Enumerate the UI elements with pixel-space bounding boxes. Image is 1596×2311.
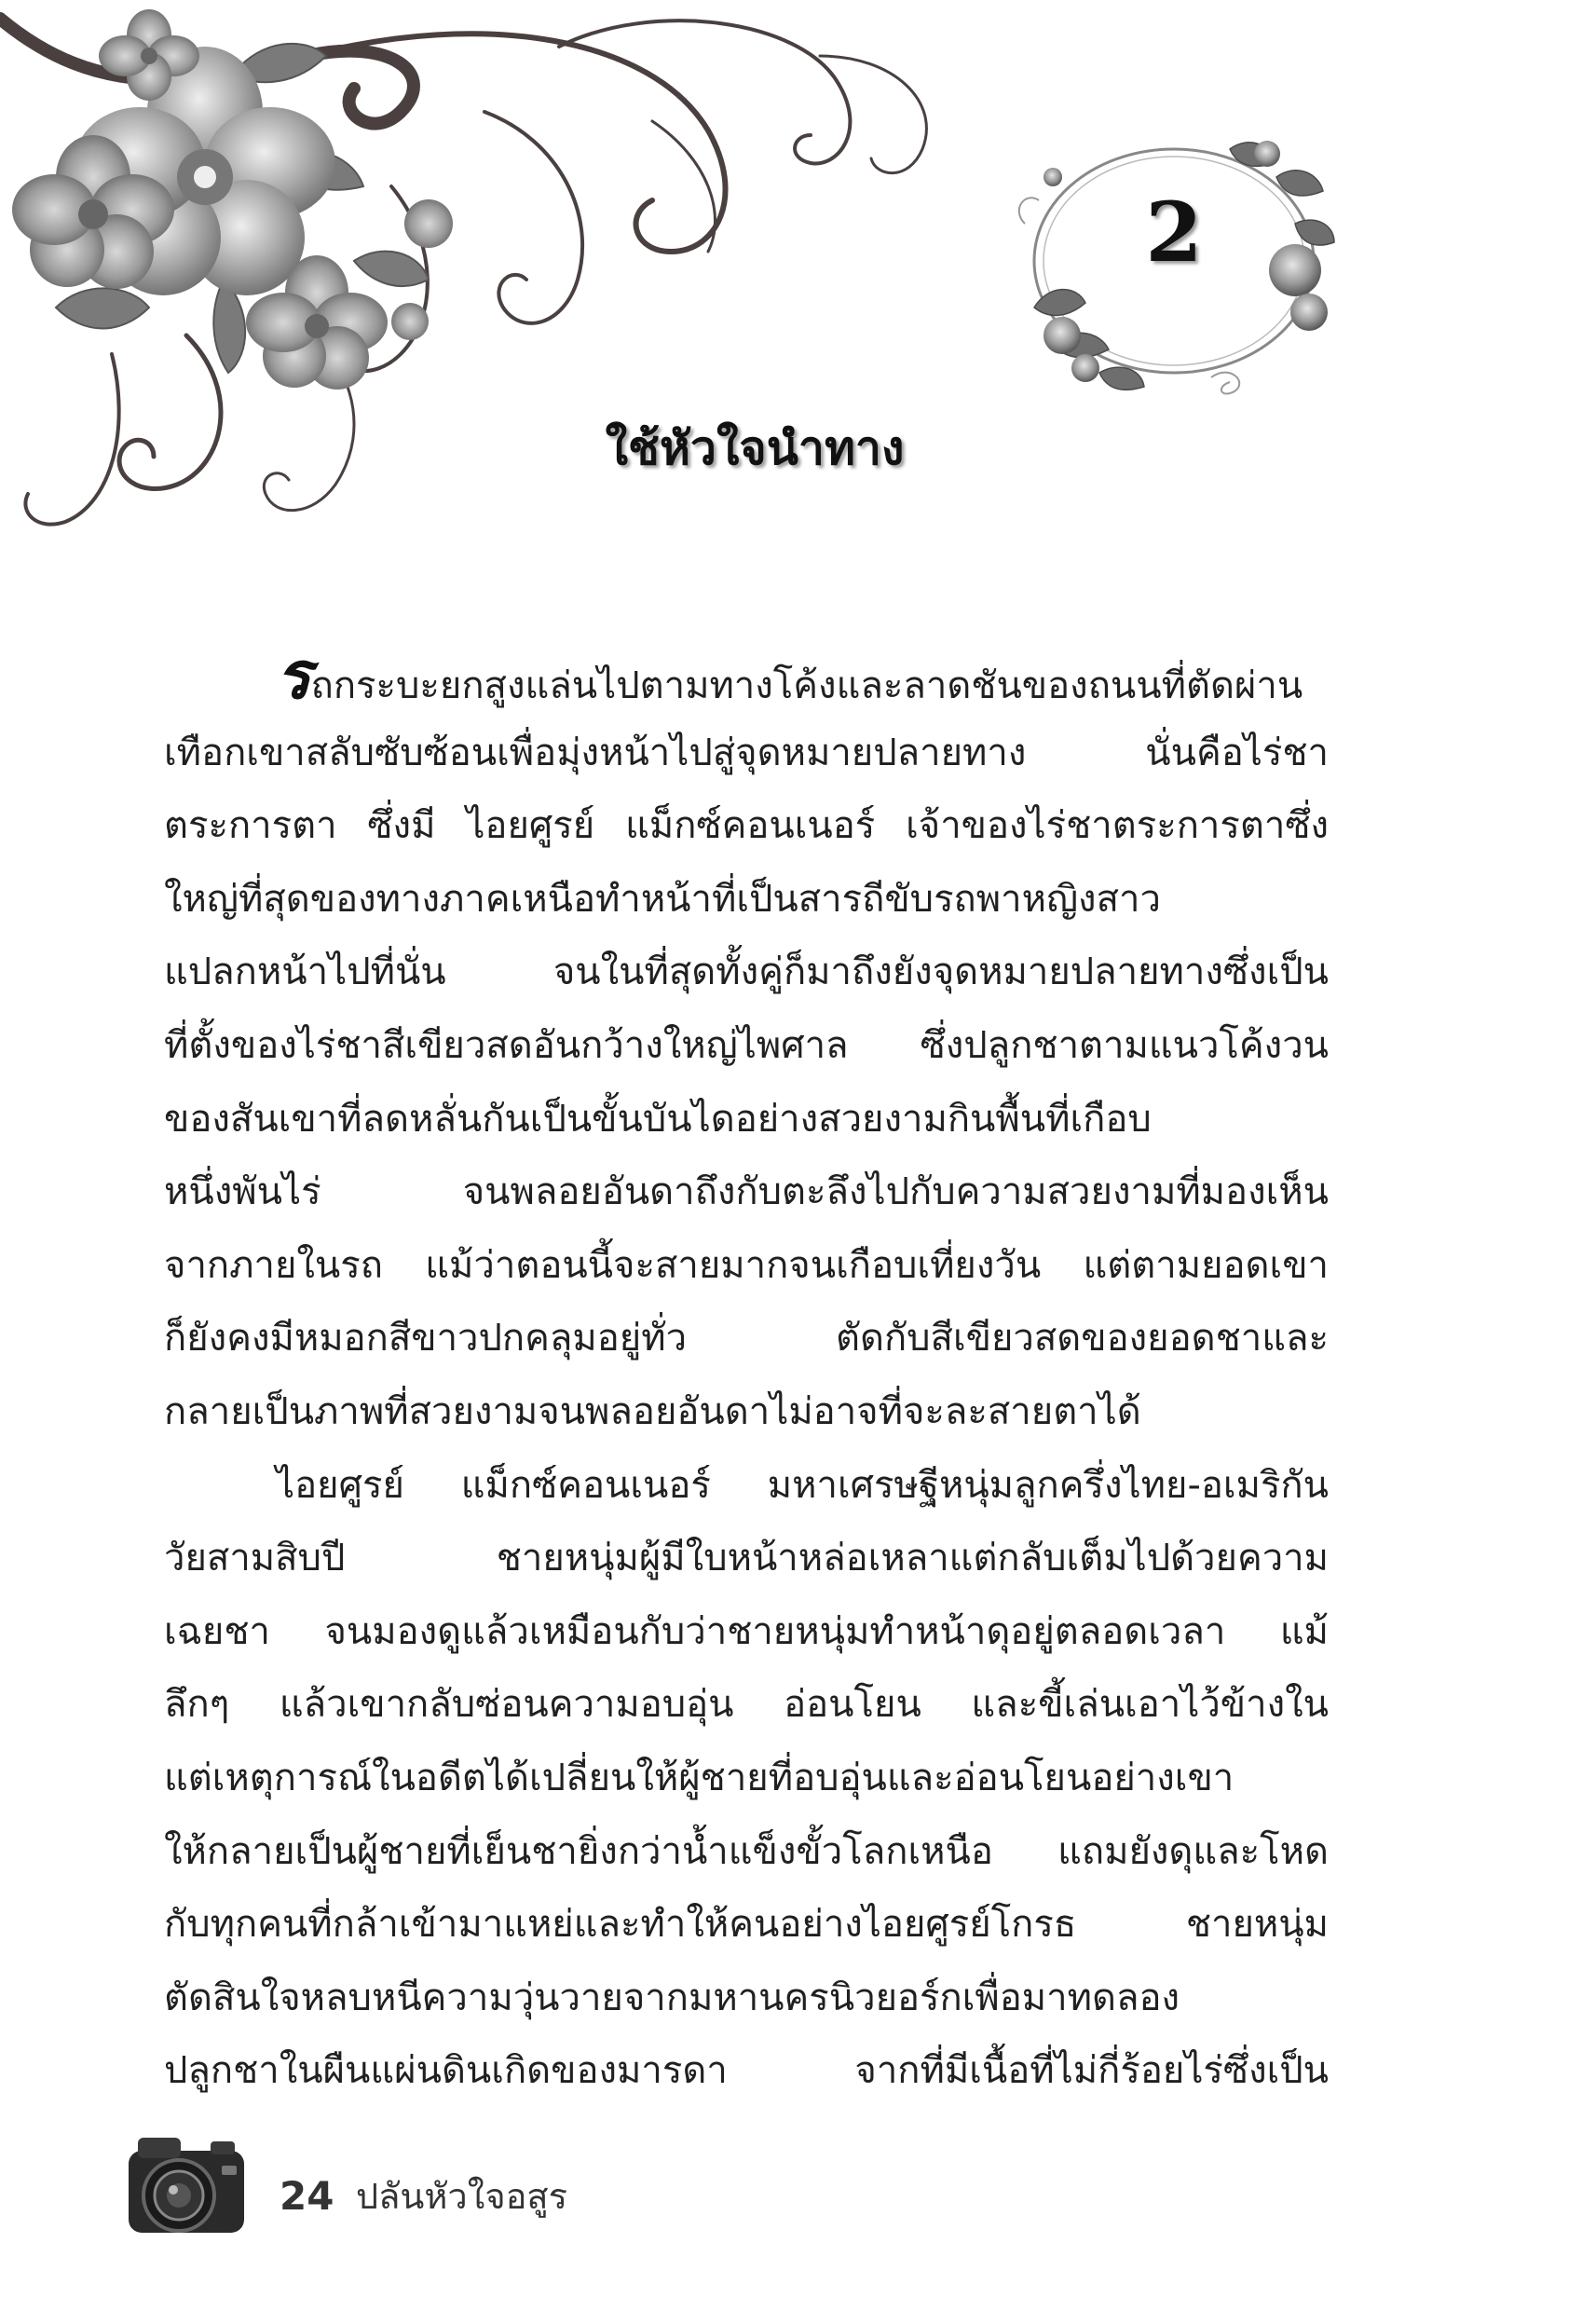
body-line: ตัดสินใจหลบหนีความวุ่นวายจากมหานครนิวยอร์กเพื่อมาทดลอง: [164, 1976, 1180, 2019]
body-line: ตระการตา ซึ่งมี ไอยศูรย์ แม็กซ์คอนเนอร์ เจ้าของไร่ชาตระการตาซึ่ง: [164, 804, 1329, 848]
drop-cap: ร: [276, 643, 311, 714]
page-number: 24: [280, 2173, 334, 2219]
chapter-title: ใช้หัวใจนำทาง: [605, 421, 905, 475]
body-line: วัยสามสิบปี ชายหนุ่มผู้มีใบหน้าหล่อเหลาแต่กลับเต็มไปด้วยความ: [164, 1537, 1329, 1580]
body-line: แปลกหน้าไปที่นั่น จนในที่สุดทั้งคู่ก็มาถึงยังจุดหมายปลายทางซึ่งเป็น: [164, 950, 1329, 994]
body-line: ลึกๆ แล้วเขากลับซ่อนความอบอุ่น อ่อนโยน และขี้เล่นเอาไว้ข้างใน: [164, 1683, 1329, 1727]
page-footer: [121, 2125, 773, 2255]
body-line: แต่เหตุการณ์ในอดีตได้เปลี่ยนให้ผู้ชายที่อบอุ่นและอ่อนโยนอย่างเขา: [164, 1756, 1235, 1799]
camera-icon: [121, 2125, 252, 2246]
body-line: เทือกเขาสลับซับซ้อนเพื่อมุ่งหน้าไปสู่จุดหมายปลายทาง นั่นคือไร่ชา: [164, 731, 1329, 774]
body-line: ของสันเขาที่ลดหลั่นกันเป็นขั้นบันไดอย่างสวยงามกินพื้นที่เกือบ: [164, 1097, 1152, 1141]
body-line: ไอยศูรย์ แม็กซ์คอนเนอร์ มหาเศรษฐีหนุ่มลูกครึ่งไทย-อเมริกัน: [276, 1463, 1329, 1507]
body-line: ก็ยังคงมีหมอกสีขาวปกคลุมอยู่ทั่ว ตัดกับสีเขียวสดของยอดชาและ: [164, 1317, 1329, 1361]
chapter-body: [164, 643, 1329, 2108]
body-line: หนึ่งพันไร่ จนพลอยอันดาถึงกับตะลึงไปกับความสวยงามที่มองเห็น: [164, 1170, 1329, 1214]
body-line: กับทุกคนที่กล้าเข้ามาแหย่และทำให้คนอย่างไอยศูรย์โกรธ ชายหนุ่ม: [164, 1903, 1329, 1947]
running-title: ปลันหัวใจอสูร: [356, 2176, 568, 2217]
chapter-number: 2: [1145, 184, 1203, 280]
body-line-text: ถกระบะยกสูงแล่นไปตามทางโค้งและลาดชันของถนนที่ตัดผ่าน: [310, 664, 1303, 707]
body-line: กลายเป็นภาพที่สวยงามจนพลอยอันดาไม่อาจที่จะละสายตาได้: [164, 1389, 1141, 1433]
body-line: ใหญ่ที่สุดของทางภาคเหนือทำหน้าที่เป็นสารถีขับรถพาหญิงสาว: [164, 877, 1161, 921]
floral-ornament-icon: [0, 0, 988, 559]
body-line: ที่ตั้งของไร่ชาสีเขียวสดอันกว้างใหญ่ไพศาล ซึ่งปลูกชาตามแนวโค้งวน: [164, 1023, 1329, 1067]
body-line: เฉยชา จนมองดูแล้วเหมือนกับว่าชายหนุ่มทำหน้าดุอยู่ตลอดเวลา แม้: [164, 1609, 1329, 1653]
body-line: จากภายในรถ แม้ว่าตอนนี้จะสายมากจนเกือบเที่ยงวัน แต่ตามยอดเขา: [164, 1243, 1329, 1287]
body-line: ปลูกชาในผืนแผ่นดินเกิดของมารดา จากที่มีเนื้อที่ไม่กี่ร้อยไร่ซึ่งเป็น: [164, 2049, 1329, 2093]
body-line: ให้กลายเป็นผู้ชายที่เย็นชายิ่งกว่าน้ำแข็งขั้วโลกเหนือ แถมยังดุและโหด: [164, 1829, 1329, 1873]
body-line: [164, 643, 1329, 717]
